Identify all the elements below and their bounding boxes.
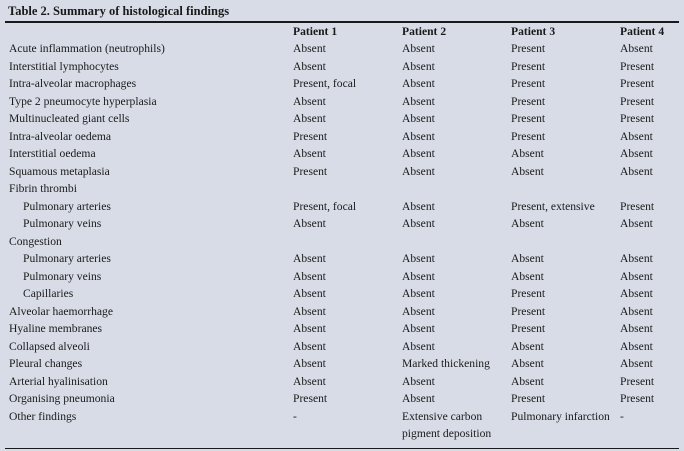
- table-subrow: [5, 285, 679, 303]
- patient-3-value: Present: [511, 94, 546, 108]
- table-subrow: [5, 215, 679, 233]
- patient-1-value: Absent: [293, 42, 326, 55]
- patient-4-value: [615, 180, 679, 198]
- patient-2-value: Absent: [402, 252, 435, 265]
- patient-3-value: Absent: [511, 217, 544, 230]
- finding-label: Arterial hyalinisation: [9, 374, 108, 388]
- header-finding: [5, 23, 288, 40]
- table-subrow: [5, 268, 679, 286]
- patient-2-value: Absent: [402, 374, 435, 388]
- patient-2-value: Absent: [402, 287, 435, 300]
- patient-4-value: Absent: [620, 129, 653, 143]
- patient-4-value: Absent: [620, 287, 653, 300]
- patient-3-value: Present: [511, 287, 546, 300]
- findings-table: [5, 23, 679, 443]
- finding-label: Interstitial lymphocytes: [9, 59, 119, 73]
- patient-4-value: Present: [620, 112, 655, 125]
- table-subrow: [5, 198, 679, 216]
- patient-1-value: Absent: [293, 322, 326, 335]
- patient-3-value: Present: [511, 59, 546, 73]
- table-caption: Table 2. Summary of histological findings: [8, 4, 230, 18]
- patient-2-value: Absent: [402, 94, 435, 108]
- patient-3-value: Present: [511, 304, 546, 318]
- header-patient-4: Patient 4: [620, 25, 665, 38]
- table-row: [5, 320, 679, 338]
- finding-sublabel: Pulmonary veins: [23, 217, 102, 230]
- table-row: [5, 390, 679, 408]
- bottom-rule: [5, 448, 679, 449]
- finding-label: Interstitial oedema: [9, 147, 96, 160]
- patient-3-value: Present, extensive: [511, 199, 595, 213]
- patient-3-value: [506, 233, 615, 251]
- finding-label: Collapsed alveoli: [9, 339, 90, 353]
- finding-group-label: Fibrin thrombi: [9, 182, 77, 195]
- patient-4-value: Absent: [620, 217, 653, 230]
- table-row: [5, 303, 679, 321]
- patient-3-value: Absent: [511, 252, 544, 265]
- patient-2-value: Absent: [402, 304, 435, 318]
- header-patient-2: Patient 2: [402, 25, 447, 38]
- patient-4-value: Present: [620, 77, 655, 90]
- patient-3-value: Present: [511, 129, 546, 143]
- finding-label: Other findings: [9, 409, 77, 423]
- patient-3-value: Present: [511, 112, 546, 125]
- patient-1-value: Absent: [293, 252, 326, 265]
- patient-2-value: Marked thickening: [402, 357, 490, 370]
- patient-4-value: Absent: [620, 147, 653, 160]
- patient-3-value: Absent: [511, 164, 544, 178]
- finding-label: Multinucleated giant cells: [9, 112, 130, 125]
- patient-1-value: Absent: [293, 357, 326, 370]
- patient-3-value: Present: [511, 322, 546, 335]
- patient-1-value: Absent: [293, 147, 326, 160]
- header-patient-3: Patient 3: [511, 25, 556, 38]
- finding-sublabel: Capillaries: [23, 287, 74, 300]
- patient-3-value: Absent: [511, 269, 544, 283]
- patient-1-value: Present: [293, 129, 328, 143]
- table-row: [5, 75, 679, 93]
- patient-2-value: Absent: [402, 147, 435, 160]
- table-row: [5, 110, 679, 128]
- patient-1-value: Present: [293, 392, 328, 405]
- patient-3-value: Present: [511, 392, 546, 405]
- patient-1-value: Absent: [293, 304, 326, 318]
- patient-1-value: Present: [293, 164, 328, 178]
- patient-3-value: Absent: [511, 357, 544, 370]
- table-row: [5, 373, 679, 391]
- finding-label: Hyaline membranes: [9, 322, 103, 335]
- patient-3-value: Absent: [511, 339, 544, 353]
- patient-4-value: Present: [620, 59, 655, 73]
- table-row: [5, 40, 679, 58]
- finding-label: Pleural changes: [9, 357, 83, 370]
- patient-1-value: [288, 233, 397, 251]
- header-patient-1: Patient 1: [293, 25, 338, 38]
- patient-2-value: [397, 233, 506, 251]
- patient-1-value: Absent: [293, 112, 326, 125]
- patient-4-value: Absent: [620, 304, 653, 318]
- patient-2-value: Absent: [402, 129, 435, 143]
- table-row: [5, 408, 679, 443]
- patient-3-value: Absent: [511, 147, 544, 160]
- patient-1-value: Absent: [293, 339, 326, 353]
- finding-sublabel: Pulmonary arteries: [23, 199, 111, 213]
- table-row: [5, 93, 679, 111]
- patient-2-value: Absent: [402, 269, 435, 283]
- patient-1-value: -: [293, 409, 297, 423]
- patient-2-value: Absent: [402, 77, 435, 90]
- patient-1-value: [288, 180, 397, 198]
- patient-1-value: Absent: [293, 94, 326, 108]
- patient-4-value: Present: [620, 374, 655, 388]
- patient-1-value: Present, focal: [293, 199, 357, 213]
- header-row: [5, 23, 679, 40]
- patient-1-value: Absent: [293, 59, 326, 73]
- patient-1-value: Absent: [293, 269, 326, 283]
- patient-3-value: Present: [511, 42, 546, 55]
- patient-2-value: Absent: [402, 112, 435, 125]
- patient-4-value: Absent: [620, 339, 653, 353]
- patient-3-value: Pulmonary infarction: [511, 409, 610, 423]
- patient-2-value: Absent: [402, 339, 435, 353]
- patient-4-value: -: [620, 409, 624, 423]
- patient-1-value: Present, focal: [293, 77, 357, 90]
- patient-3-value: [506, 180, 615, 198]
- patient-2-value: Absent: [402, 59, 435, 73]
- finding-label: Type 2 pneumocyte hyperplasia: [9, 94, 157, 108]
- table-row: [5, 355, 679, 373]
- patient-3-value: Absent: [511, 374, 544, 388]
- finding-label: Alveolar haemorrhage: [9, 304, 113, 318]
- patient-4-value: Absent: [620, 42, 653, 55]
- patient-1-value: Absent: [293, 217, 326, 230]
- patient-4-value: [615, 233, 679, 251]
- finding-group-label: Congestion: [9, 234, 62, 248]
- patient-2-value: Absent: [402, 164, 435, 178]
- patient-4-value: Absent: [620, 269, 653, 283]
- table-row: [5, 145, 679, 163]
- patient-2-value: [397, 180, 506, 198]
- patient-4-value: Present: [620, 392, 655, 405]
- finding-label: Organising pneumonia: [9, 392, 115, 405]
- table-row: [5, 128, 679, 146]
- finding-sublabel: Pulmonary arteries: [23, 252, 111, 265]
- patient-1-value: Absent: [293, 287, 326, 300]
- table-subrow: [5, 250, 679, 268]
- table-row: [5, 163, 679, 181]
- patient-4-value: Absent: [620, 164, 653, 178]
- patient-4-value: Present: [620, 199, 655, 213]
- patient-2-value: Absent: [402, 217, 435, 230]
- patient-1-value: Absent: [293, 374, 326, 388]
- patient-4-value: Absent: [620, 357, 653, 370]
- table-row: [5, 58, 679, 76]
- patient-2-value: Absent: [402, 392, 435, 405]
- patient-2-value: Absent: [402, 42, 435, 55]
- patient-2-value: Extensive carbon pigment deposition: [402, 409, 492, 440]
- finding-label: Squamous metaplasia: [9, 164, 110, 178]
- table-row: [5, 338, 679, 356]
- patient-3-value: Present: [511, 77, 546, 90]
- finding-label: Acute inflammation (neutrophils): [9, 42, 165, 55]
- patient-4-value: Absent: [620, 252, 653, 265]
- patient-2-value: Absent: [402, 199, 435, 213]
- finding-label: Intra-alveolar macrophages: [9, 77, 137, 90]
- finding-label: Intra-alveolar oedema: [9, 129, 112, 143]
- patient-4-value: Absent: [620, 322, 653, 335]
- table-group-row: [5, 233, 679, 251]
- patient-2-value: Absent: [402, 322, 435, 335]
- finding-sublabel: Pulmonary veins: [23, 269, 102, 283]
- table-group-row: [5, 180, 679, 198]
- patient-4-value: Present: [620, 94, 655, 108]
